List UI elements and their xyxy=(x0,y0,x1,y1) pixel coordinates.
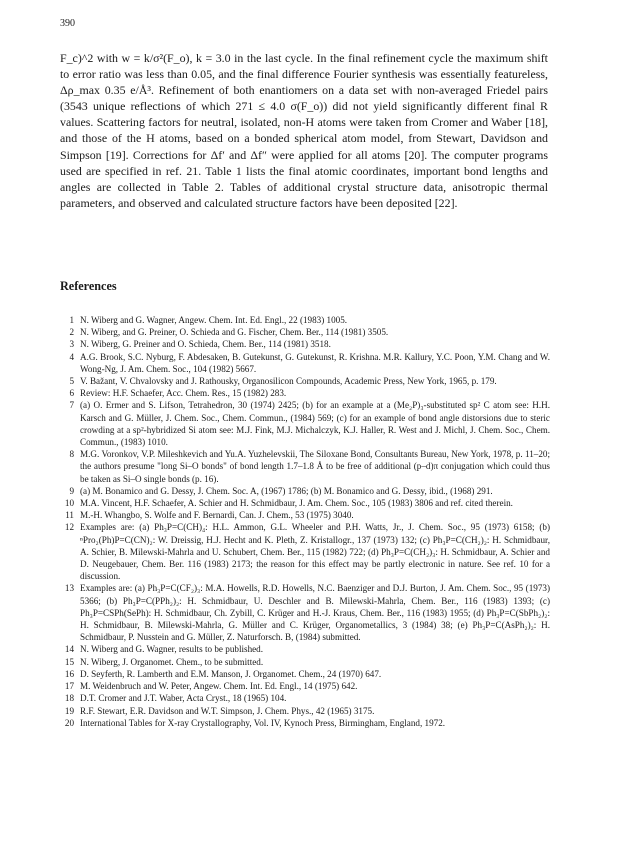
reference-text: N. Wiberg, J. Organomet. Chem., to be submitted. xyxy=(80,656,264,667)
references-heading: References xyxy=(60,279,117,293)
reference-number: 2 xyxy=(69,327,74,338)
reference-number: 16 xyxy=(64,668,74,679)
reference-item xyxy=(60,643,550,655)
reference-item xyxy=(60,387,550,399)
reference-text: Examples are: (a) Ph₃P=C(CF₂)₃: M.A. Howells, R.D. Howells, N.C. Baenziger and D.J. Burton, J. Am. Chem. Soc., 95 (1973) 5366; (b) Ph₃P=C(PPh₂)₂: H. Schmidbaur, U. Deschler and B. Milewski-Mahrla, Chem. Ber., 116 (1983) 1393; (c) Ph₃P=CSPh(SePh): H. Schmidbaur, Ch. Zybill, C. Krüger and H.-J. Kraus, Chem. Ber., 116 (1983) 1955; (d) Ph₃P=C(SbPh₂)₂: H. Schmidbaur, B. Milewski-Mahrla, G. Müller and C. Krüger, Organometallics, 3 (1984) 38; (e) Ph₃P=C(AsPh₂)₂: H. Schmidbaur, P. Nusstein and G. Müller, Z. Naturforsch. B, (1984) submitted. xyxy=(80,583,550,643)
reference-number: 1 xyxy=(69,315,74,325)
reference-text: A.G. Brook, S.C. Nyburg, F. Abdesaken, B. Gutekunst, G. Gutekunst, R. Krishna. M.R. Kallury, Y.C. Poon, Y.M. Chang and W. Wong-Ng, J. Am. Chem. Soc., 104 (1982) 5667. xyxy=(80,351,550,374)
body-paragraph: F_c)^2 with w = k/σ²(F_o), k = 3.0 in the last cycle. In the final refinement cycle the maximum shift to error ratio was less than 0.05, and the final difference Fourier synthesis was essentially featureless, Δρ_max 0.35 e/Å³. Refinement of both enantiomers on a data set with non-averaged Friedel pairs (3543 unique reflections of which 271 ≤ 4.0 σ(F_o)) did not yield significantly different final R values. Scattering factors for neutral, isolated, non-H atoms were taken from Cromer and Waber [18], and those of the H atoms, based on a bonded spherical atom model, from Stewart, Davidson and Simpson [19]. Corrections for Δf′ and Δf″ were applied for all atoms [20]. The computer programs used are specified in ref. 21. Table 1 lists the final atomic coordinates, important bond lengths and angles are collected in Table 2. Tables of additional crystal structure data, anisotropic thermal parameters, and observed and calculated structure factors have been deposited [22]. xyxy=(60,51,548,210)
reference-text: (a) M. Bonamico and G. Dessy, J. Chem. Soc. A, (1967) 1786; (b) M. Bonamico and G. Dessy, ibid., (1968) 291. xyxy=(80,485,493,496)
reference-item xyxy=(60,509,550,521)
reference-text: (a) O. Ermer and S. Lifson, Tetrahedron, 30 (1974) 2425; (b) for an example at a (Me₂P)₃-substituted sp² C atom see: H.H. Karsch and G. Müller, J. Chem. Soc., Chem. Commun., (1984) 569; (c) for an example of bond angle distorsions due to steric crowding at a sp²-hybridized Si atom see: M.J. Fink, M.J. Michalczyk, K.J. Haller, R. West and J. Michl, J. Chem. Soc., Chem. Commun., (1983) 1010. xyxy=(80,400,550,448)
reference-text: V. Bažant, V. Chvalovsky and J. Rathousky, Organosilicon Compounds, Academic Press, New York, 1965, p. 179. xyxy=(80,376,497,387)
reference-text: D.T. Cromer and J.T. Waber, Acta Cryst., 18 (1965) 104. xyxy=(80,693,287,704)
reference-text: Review: H.F. Schaefer, Acc. Chem. Res., 15 (1982) 283. xyxy=(80,388,287,399)
reference-text: International Tables for X-ray Crystallography, Vol. IV, Kynoch Press, Birmingham, England, 1972. xyxy=(80,717,446,728)
reference-text: N. Wiberg, and G. Preiner, O. Schieda and G. Fischer, Chem. Ber., 114 (1981) 3505. xyxy=(80,327,389,338)
reference-item xyxy=(60,314,550,326)
reference-item xyxy=(60,351,550,375)
reference-item xyxy=(60,448,550,485)
reference-item xyxy=(60,705,550,717)
reference-number: 4 xyxy=(69,351,74,362)
reference-text: N. Wiberg, G. Preiner and O. Schieda, Chem. Ber., 114 (1981) 3518. xyxy=(80,339,331,350)
reference-item xyxy=(60,656,550,668)
reference-item xyxy=(60,521,550,582)
reference-text: R.F. Stewart, E.R. Davidson and W.T. Simpson, J. Chem. Phys., 42 (1965) 3175. xyxy=(80,705,375,716)
reference-number: 15 xyxy=(64,656,74,667)
reference-item xyxy=(60,680,550,692)
reference-number: 13 xyxy=(64,583,74,594)
reference-item xyxy=(60,375,550,387)
reference-number: 17 xyxy=(64,681,74,692)
reference-number: 14 xyxy=(64,644,74,655)
reference-item xyxy=(60,399,550,448)
reference-item xyxy=(60,485,550,497)
reference-number: 8 xyxy=(69,449,74,460)
reference-number: 5 xyxy=(69,376,74,387)
reference-number: 20 xyxy=(64,717,74,728)
reference-item xyxy=(60,717,550,729)
reference-text: N. Wiberg and G. Wagner, results to be published. xyxy=(80,644,264,655)
reference-text: M. Weidenbruch and W. Peter, Angew. Chem. Int. Ed. Engl., 14 (1975) 642. xyxy=(80,681,358,692)
reference-item xyxy=(60,582,550,643)
reference-number: 19 xyxy=(64,705,74,716)
reference-number: 6 xyxy=(69,388,74,399)
page-number: 390 xyxy=(60,18,75,29)
reference-number: 11 xyxy=(65,510,74,521)
reference-text: N. Wiberg and G. Wagner, Angew. Chem. Int. Ed. Engl., 22 (1983) 1005. xyxy=(80,315,348,325)
reference-text: Examples are: (a) Ph₃P=C(CH)₄: H.L. Ammon, G.L. Wheeler and P.H. Watts, Jr., J. Chem. Soc., 95 (1973) 6158; (b) ⁿPro₂(Ph)P=C(CN)₂: W. Dreissig, H.J. Hecht and K. Pleth, Z. Kristallogr., 137 (1973) 132; (c) Ph₃P=C(CH₂)₂: H. Schmidbaur, A. Schier, B. Milewski-Mahrla and U. Schubert, Chem. Ber., 115 (1982) 722; (d) Ph₃P=C(CH₂)₃: H. Schmidbaur, A. Schier and D. Neugebauer, Chem. Ber. 116 (1983) 2173; the reason for this effect may be partly electronic in nature. See ref. 10 for a discussion. xyxy=(80,522,550,582)
reference-number: 3 xyxy=(69,339,74,350)
reference-item xyxy=(60,338,550,350)
reference-item xyxy=(60,497,550,509)
reference-number: 10 xyxy=(64,498,74,509)
reference-number: 7 xyxy=(69,400,74,411)
reference-text: M.-H. Whangbo, S. Wolfe and F. Bernardi, Can. J. Chem., 53 (1975) 3040. xyxy=(80,510,354,521)
reference-text: M.G. Voronkov, V.P. Mileshkevich and Yu.A. Yuzhelevskii, The Siloxane Bond, Consultants Bureau, New York, 1978, p. 11–20; the authors presume "long Si–O bonds" of bond length 1.7–1.8 Å to be free of additional (p–d)π conjugation which could thus be taken as Si–O single bonds (p. 16). xyxy=(80,449,550,484)
reference-number: 9 xyxy=(69,485,74,496)
reference-item xyxy=(60,692,550,704)
reference-item xyxy=(60,326,550,338)
reference-text: M.A. Vincent, H.F. Schaefer, A. Schier and H. Schmidbaur, J. Am. Chem. Soc., 105 (1983) 3806 and ref. cited therein. xyxy=(80,498,513,509)
reference-number: 12 xyxy=(64,522,74,533)
reference-list xyxy=(60,314,550,729)
reference-item xyxy=(60,668,550,680)
reference-number: 18 xyxy=(64,693,74,704)
reference-text: D. Seyferth, R. Lamberth and E.M. Manson, J. Organomet. Chem., 24 (1970) 647. xyxy=(80,668,382,679)
